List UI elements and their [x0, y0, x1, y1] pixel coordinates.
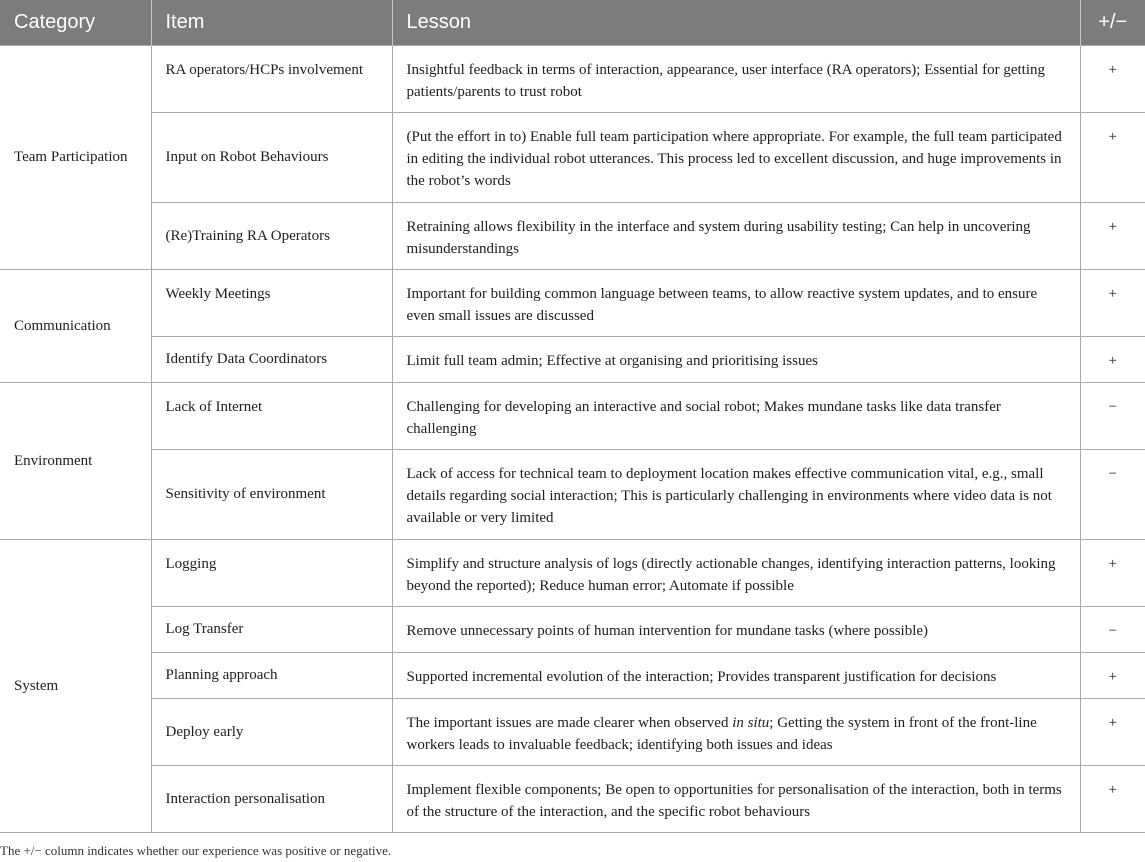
sign-cell: +: [1080, 698, 1145, 765]
sign-cell: +: [1080, 45, 1145, 112]
sign-cell: +: [1080, 539, 1145, 606]
lesson-cell: Simplify and structure analysis of logs (directly actionable changes, identifying interaction patterns, looking beyond the reported); Reduce human error; Automate if possible: [392, 539, 1080, 606]
header-lesson: Lesson: [392, 0, 1080, 45]
item-cell: Log Transfer: [151, 606, 392, 652]
sign-cell: +: [1080, 765, 1145, 832]
item-cell: RA operators/HCPs involvement: [151, 45, 392, 112]
table-row: [0, 45, 1145, 112]
item-cell: (Re)Training RA Operators: [151, 202, 392, 269]
table-footnote: The +/− column indicates whether our experience was positive or negative.: [0, 843, 392, 858]
lesson-text: The important issues are made clearer when observed: [406, 714, 733, 731]
lesson-cell: Supported incremental evolution of the interaction; Provides transparent justification for decisions: [392, 652, 1080, 698]
table-row: [0, 606, 1145, 652]
lesson-cell: Lack of access for technical team to deployment location makes effective communication vital, e.g., small details regarding social interaction; This is particularly challenging in environments where video data is not available or very limited: [392, 449, 1080, 539]
item-cell: Input on Robot Behaviours: [151, 112, 392, 202]
table-row: [0, 202, 1145, 269]
item-cell: Interaction personalisation: [151, 765, 392, 832]
item-cell: Identify Data Coordinators: [151, 336, 392, 382]
table-row: [0, 269, 1145, 336]
item-cell: Weekly Meetings: [151, 269, 392, 336]
sign-cell: −: [1080, 382, 1145, 449]
table-row: [0, 382, 1145, 449]
lesson-text: ; Getting the system in front of the front-line workers leads to invaluable feedback; identifying both issues and ideas: [406, 714, 1037, 753]
table-row: [0, 698, 1145, 765]
sign-cell: +: [1080, 652, 1145, 698]
lesson-italic-text: in situ: [732, 714, 770, 731]
lesson-cell: Challenging for developing an interactive and social robot; Makes mundane tasks like data transfer challenging: [392, 382, 1080, 449]
header-row: [0, 0, 1145, 45]
table-row: [0, 652, 1145, 698]
lesson-cell: [392, 698, 1080, 765]
lesson-cell: Insightful feedback in terms of interaction, appearance, user interface (RA operators); Essential for getting patients/parents to trust robot: [392, 45, 1080, 112]
table-row: [0, 336, 1145, 382]
header-category: Category: [0, 0, 151, 45]
item-cell: Logging: [151, 539, 392, 606]
table-row: [0, 765, 1145, 832]
item-cell: Lack of Internet: [151, 382, 392, 449]
table-row: [0, 449, 1145, 539]
lesson-cell: Important for building common language between teams, to allow reactive system updates, and to ensure even small issues are discussed: [392, 269, 1080, 336]
category-cell: Environment: [0, 382, 151, 539]
sign-cell: −: [1080, 449, 1145, 539]
item-cell: Deploy early: [151, 698, 392, 765]
sign-cell: +: [1080, 269, 1145, 336]
lesson-cell: Limit full team admin; Effective at organising and prioritising issues: [392, 336, 1080, 382]
item-cell: Sensitivity of environment: [151, 449, 392, 539]
category-cell: System: [0, 539, 151, 832]
header-sign: +/−: [1080, 0, 1145, 45]
sign-cell: +: [1080, 112, 1145, 202]
lesson-cell: Implement flexible components; Be open to opportunities for personalisation of the interaction, both in terms of the structure of the interaction, and the specific robot behaviours: [392, 765, 1080, 832]
lesson-cell: Remove unnecessary points of human intervention for mundane tasks (where possible): [392, 606, 1080, 652]
item-cell: Planning approach: [151, 652, 392, 698]
header-item: Item: [151, 0, 392, 45]
table-row: [0, 539, 1145, 606]
lesson-cell: Retraining allows flexibility in the interface and system during usability testing; Can help in uncovering misunderstandings: [392, 202, 1080, 269]
category-cell: Team Participation: [0, 45, 151, 269]
sign-cell: +: [1080, 202, 1145, 269]
category-cell: Communication: [0, 269, 151, 382]
table-row: [0, 112, 1145, 202]
lesson-cell: (Put the effort in to) Enable full team participation where appropriate. For example, the full team participated in editing the individual robot utterances. This process led to excellent discussion, and huge improvements in the robot’s words: [392, 112, 1080, 202]
sign-cell: −: [1080, 606, 1145, 652]
sign-cell: +: [1080, 336, 1145, 382]
